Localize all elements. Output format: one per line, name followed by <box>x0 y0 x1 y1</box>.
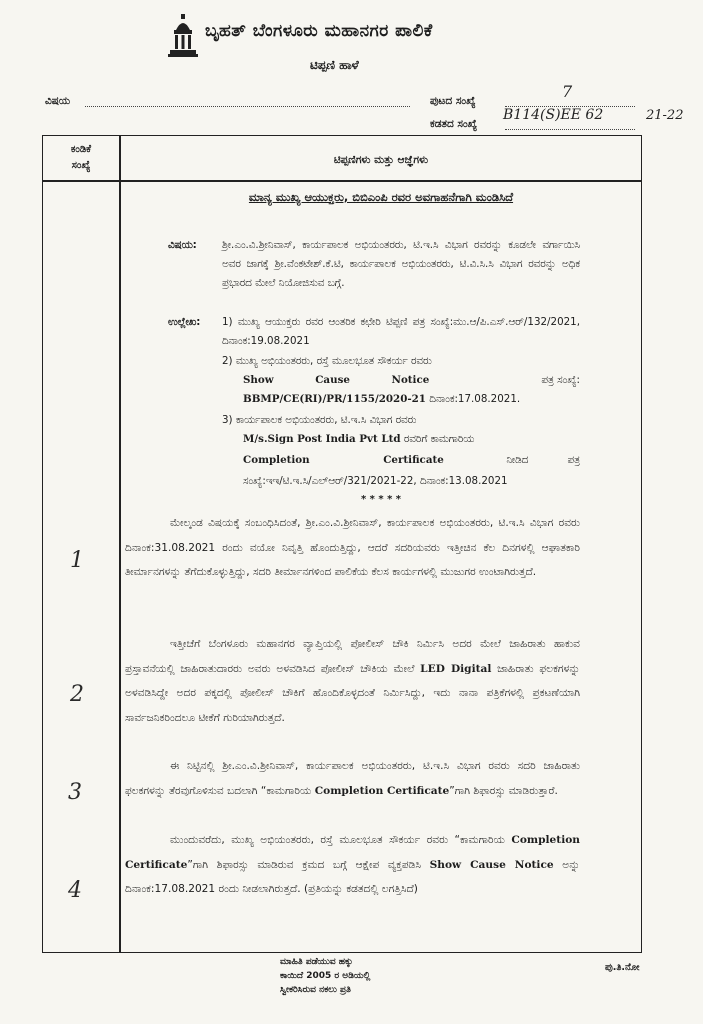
led-digital-text: LED Digital <box>420 662 492 675</box>
paragraph-3 <box>125 754 580 803</box>
paragraph-3-completion-certificate: Completion Certificate <box>314 784 450 797</box>
reference-2-date: ದಿನಾಂಕ:17.08.2021. <box>425 393 521 405</box>
paragraph-2-text-a: ಇತ್ತೀಚೆಗೆ ಬೆಂಗಳೂರು ಮಹಾನಗರ ವ್ಯಾಪ್ತಿಯಲ್ಲಿ ಪೋಲೀಸ್ ಚೌಕಿ ನಿರ್ಮಿಸಿ ಅದರ ಮೇಲೆ ಜಾಹಿರಾತು ಹಾಕುವ ಪ್ರಸ್ತಾವನೆಯಲ್ಲಿ ಜಾಹಿರಾತುದಾರರು ಅವರು ಅಳವಡಿಸಿದ ಪೋಲೀಸ್ ಚೌಕಿಯ ಮೇಲೆ <box>125 638 580 675</box>
margin-number-3: 3 <box>68 780 82 805</box>
completion-certificate-text: Completion Certificate <box>243 454 444 466</box>
paragraph-3-text-b: ”ಗಾಗಿ ಶಿಫಾರಸ್ಸು ಮಾಡಿರುತ್ತಾರೆ. <box>449 784 558 797</box>
para-number-column-header: ಕಂಡಿಕೆ ಸಂಖ್ಯೆ <box>70 144 92 171</box>
bbmp-letter-number: BBMP/CE(RI)/PR/1155/2020-21 <box>243 393 426 405</box>
letter-number-label: ಪತ್ರ ಸಂಖ್ಯೆ: <box>541 374 580 386</box>
reference-3-line4: ಸಂಖ್ಯೆ:ಇಇ/ಟಿ.ಇ.ಸಿ/ಎಲ್‌ಆರ್/321/2021-22, ದಿನಾಂಕ:13.08.2021 <box>243 475 508 487</box>
reference-label: ಉಲ್ಲೇಖ: <box>168 316 201 328</box>
file-number-label: ಕಡತದ ಸಂಖ್ಯೆ <box>430 118 478 130</box>
document-subtitle: ಟಿಪ್ಪಣಿ ಹಾಳೆ <box>310 58 359 72</box>
reference-3-line2 <box>243 430 580 449</box>
rti-stamp-line1: ಮಾಹಿತಿ ಪಡೆಯುವ ಹಕ್ಕು <box>280 957 353 967</box>
company-name: M/s.Sign Post India Pvt Ltd <box>243 433 401 445</box>
note-subject-text: ಶ್ರೀ.ಎಂ.ವಿ.ಶ್ರೀನಿವಾಸ್, ಕಾರ್ಯಪಾಲಕ ಅಭಿಯಂತರರು, ಟಿ.ಇ.ಸಿ ವಿಭಾಗ ರವರನ್ನು ಕೂಡಲೇ ವರ್ಗಾಯಿಸಿ ಅವರ ಜಾಗಕ್ಕೆ ಶ್ರೀ.ವೆಂಕಟೇಶ್.ಕೆ.ಟಿ, ಕಾರ್ಯಪಾಲಕ ಅಭಿಯಂತರರು, ಟಿ.ವಿ.ಸಿ.ಸಿ ವಿಭಾಗ ರವರನ್ನು ಅಧಿಕ ಪ್ರಭಾರದ ಮೇಲೆ ನಿಯೋಜಿಸುವ ಬಗ್ಗೆ. <box>222 239 580 289</box>
reference-1: 1) ಮುಖ್ಯ ಆಯುಕ್ತರು ರವರ ಆಂತರಿಕ ಕಛೇರಿ ಟಿಪ್ಪಣಿ ಪತ್ರ ಸಂಖ್ಯೆ:ಮು.ಆ/ಪಿ.ಎಸ್.ಆರ್/132/2021, ದಿನಾಂಕ:19.08.2021 <box>222 316 580 347</box>
note-heading: ಮಾನ್ಯ ಮುಖ್ಯ ಆಯುಕ್ತರು, ಬಿಬಿಎಂಪಿ ರವರ ಅವಗಾಹನೆಗಾಗಿ ಮಂಡಿಸಿದೆ <box>248 190 514 204</box>
paragraph-4-text-a: ಮುಂದುವರೆದು, ಮುಖ್ಯ ಅಭಿಯಂತರರು, ರಸ್ತೆ ಮೂಲಭೂತ ಸೌಕರ್ಯ ರವರು “ಕಾಮಗಾರಿಯ <box>170 834 512 846</box>
paragraph-4 <box>125 828 580 902</box>
paragraph-4-text-b: ”ಗಾಗಿ ಶಿಫಾರಸ್ಸು ಮಾಡಿರುವ ಕ್ರಮದ ಬಗ್ಗೆ ಆಕ್ಷೇಪ ವ್ಯಕ್ತಪಡಿಸಿ <box>187 858 430 871</box>
separator-stars: * * * * * <box>360 494 402 505</box>
bbmp-emblem-icon <box>168 14 198 58</box>
document-header-title: ಬೃಹತ್ ಬೆಂಗಳೂರು ಮಹಾನಗರ ಪಾಲಿಕೆ <box>205 21 433 41</box>
paragraph-3-text-a: ಈ ನಿಟ್ಟಿನಲ್ಲಿ ಶ್ರೀ.ಎಂ.ವಿ.ಶ್ರೀನಿವಾಸ್, ಕಾರ್ಯಪಾಲಕ ಅಭಿಯಂತರರು, ಟಿ.ಇ.ಸಿ ವಿಭಾಗ ರವರು ಸದರಿ ಜಾಹಿರಾತು ಫಲಕಗಳನ್ನು ತೆರವುಗೊಳಿಸುವ ಬದಲಾಗಿ “ಕಾಮಗಾರಿಯ <box>125 760 580 797</box>
reference-2-line2 <box>243 371 580 390</box>
subject-label: ವಿಷಯ <box>45 95 71 107</box>
paragraph-2-text-b: ಜಾಹಿರಾತು ಫಲಕಗಳನ್ನು ಅಳವಡಿಸಿದ್ದೇ ಅದರ ಪಕ್ಕದಲ್ಲಿ ಪೋಲೀಸ್ ಚೌಕಿಗೆ ಹೊಂದಿಕೊಳ್ಳದಂತೆ ನಿರ್ಮಿಸಿದ್ದು, ಇದು ನಾನಾ ಪತ್ರಿಕೆಗಳಲ್ಲಿ ಪ್ರಕಟಣೆಯಾಗಿ ಸಾರ್ವಜನಿಕರಿಂದಲೂ ಟೀಕೆಗೆ ಗುರಿಯಾಗಿರುತ್ತದೆ. <box>125 662 581 724</box>
page-number-label: ಪುಟದ ಸಂಖ್ಯೆ <box>430 95 476 107</box>
margin-number-4: 4 <box>68 878 82 903</box>
paragraph-1: ಮೇಲ್ಕಂಡ ವಿಷಯಕ್ಕೆ ಸಂಬಂಧಿಸಿದಂತೆ, ಶ್ರೀ.ಎಂ.ವಿ.ಶ್ರೀನಿವಾಸ್, ಕಾರ್ಯಪಾಲಕ ಅಭಿಯಂತರರು, ಟಿ.ಇ.ಸಿ ವಿಭಾಗ ರವರು ದಿನಾಂಕ:31.08.2021 ರಂದು ವಯೋ ನಿವೃತ್ತಿ ಹೊಂದುತ್ತಿದ್ದು, ಆದರೆ ಸದರಿಯವರು ಇತ್ತೀಚಿನ ಕೆಲ ದಿನಗಳಲ್ಲಿ ಆಘಾತಕಾರಿ ತೀರ್ಮಾನಗಳನ್ನು ತೆಗೆದುಕೊಳ್ಳುತ್ತಿದ್ದು, ಸದರಿ ತೀರ್ಮಾನಗಳಿಂದ ಪಾಲಿಕೆಯ ಕೆಲಸ ಕಾರ್ಯಗಳಲ್ಲಿ ಮುಜುಗರ ಉಂಟಾಗಿರುತ್ತದೆ. <box>125 517 580 578</box>
subject-line <box>85 96 410 107</box>
paragraph-4-completion-certificate: Completion Certificate <box>125 834 580 871</box>
reference-3-line3-rest: ನೀಡಿದ ಪತ್ರ <box>506 454 580 466</box>
reference-3-line3 <box>243 451 580 470</box>
rti-stamp <box>280 955 480 997</box>
page-number-value: 7 <box>562 82 573 101</box>
reference-3-line2-rest: ರವರಿಗೆ ಕಾಮಗಾರಿಯ <box>400 433 475 445</box>
please-turn-over-note: ಪು.ತಿ.ನೋ <box>605 962 640 973</box>
margin-number-2: 2 <box>70 682 84 707</box>
paragraph-4-text-c: ಅನ್ನು ದಿನಾಂಕ:17.08.2021 ರಂದು ನೀಡಲಾಗಿರುತ್ತದೆ. (ಪ್ರತಿಯನ್ನು ಕಡತದಲ್ಲಿ ಲಗತ್ತಿಸಿದೆ) <box>125 858 580 895</box>
file-year-value: 21-22 <box>646 108 684 123</box>
paragraph-4-show-cause-notice: Show Cause Notice <box>429 858 554 871</box>
reference-2-line3 <box>243 390 580 409</box>
note-subject-label: ವಿಷಯ: <box>168 239 197 251</box>
file-number-value: B114(S)EE 62 <box>503 107 604 123</box>
reference-3-line1: 3) ಕಾರ್ಯಪಾಲಕ ಅಭಿಯಂತರರು, ಟಿ.ಇ.ಸಿ ವಿಭಾಗ ರವರು <box>222 414 417 426</box>
header-divider <box>42 180 642 182</box>
paragraph-2 <box>125 632 580 730</box>
reference-2-line1: 2) ಮುಖ್ಯ ಅಭಿಯಂತರರು, ರಸ್ತೆ ಮೂಲಭೂತ ಸೌಕರ್ಯ ರವರು <box>222 355 432 367</box>
show-cause-notice-text: Show Cause Notice <box>243 374 430 386</box>
column-divider <box>119 135 121 953</box>
rti-stamp-line2: ಕಾಯಿದೆ 2005 ರ ಅಡಿಯಲ್ಲಿ <box>280 971 371 981</box>
rti-stamp-line3: ಸ್ವೀಕರಿಸಿರುವ ನಕಲು ಪ್ರತಿ <box>280 985 351 995</box>
notes-column-header: ಟಿಪ್ಪಣಿಗಳು ಮತ್ತು ಆಜ್ಞೆಗಳು <box>333 154 429 166</box>
margin-number-1: 1 <box>70 548 84 573</box>
